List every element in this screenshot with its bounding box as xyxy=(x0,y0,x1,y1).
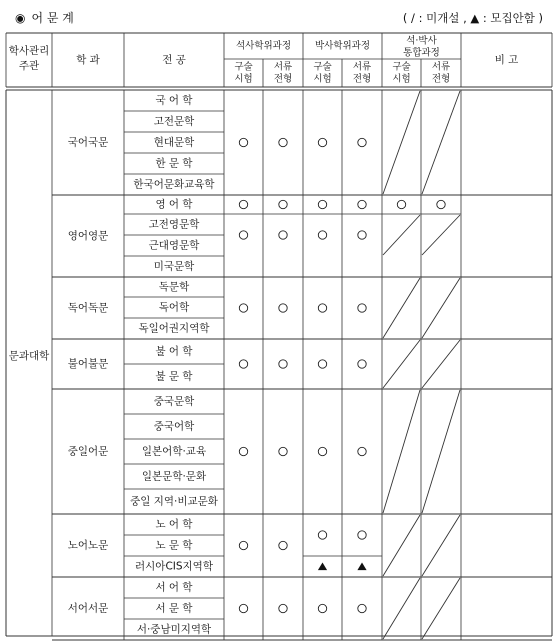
offered-circle-icon xyxy=(318,604,326,612)
major-name: 서·중남미지역학 xyxy=(136,623,212,636)
offered-circle-icon xyxy=(239,541,247,549)
header-masters: 석사학위과정 xyxy=(235,40,292,52)
header-oral-line1: 구술 xyxy=(392,61,411,73)
major-name: 노 문 학 xyxy=(155,539,193,552)
not-offered-slash xyxy=(422,515,460,576)
offered-circle-icon xyxy=(358,231,366,239)
major-name: 독어학 xyxy=(158,301,190,314)
header-docs-line2: 전형 xyxy=(352,73,372,85)
offered-circle-icon xyxy=(358,447,366,455)
offered-circle-icon xyxy=(239,304,247,312)
major-name: 일본어학·교육 xyxy=(141,445,207,458)
header-dept-mgmt-line2: 주관 xyxy=(18,60,40,72)
college-name: 문과대학 xyxy=(8,350,50,362)
offered-circle-icon xyxy=(279,447,287,455)
offered-circle-icon xyxy=(358,604,366,612)
header-docs-line1: 서류 xyxy=(352,61,372,73)
major-name: 한국어문화교육학 xyxy=(133,178,215,191)
offered-circle-icon xyxy=(239,231,247,239)
legend: ( / : 미개설 , ▲ : 모집안함 ) xyxy=(402,11,543,25)
header-note: 비 고 xyxy=(494,54,519,66)
department-name: 서어서문 xyxy=(67,602,109,615)
offered-circle-icon xyxy=(279,360,287,368)
offered-circle-icon xyxy=(318,138,326,146)
offered-circle-icon xyxy=(397,200,405,208)
major-name: 현대문학 xyxy=(153,136,195,149)
bullet-icon: ◉ xyxy=(15,11,26,25)
not-offered-slash xyxy=(383,515,420,576)
offered-circle-icon xyxy=(318,531,326,539)
header-oral-line2: 시험 xyxy=(392,73,411,85)
major-name: 러시아CIS지역학 xyxy=(135,560,213,573)
not-offered-slash xyxy=(422,340,460,388)
not-offered-slash xyxy=(383,390,420,513)
department-name: 불어불문 xyxy=(67,358,109,370)
header-oral-line2: 시험 xyxy=(234,73,253,85)
not-offered-slash xyxy=(422,278,460,338)
not-offered-slash xyxy=(422,215,460,255)
not-offered-slash xyxy=(422,390,460,513)
major-name: 고전문학 xyxy=(153,115,195,128)
offered-circle-icon xyxy=(239,138,247,146)
not-recruiting-triangle-icon xyxy=(318,563,327,571)
header-integrated-line1: 석·박사 xyxy=(406,35,437,47)
major-name: 근대영문학 xyxy=(148,239,200,252)
header-docs-line2: 전형 xyxy=(431,73,451,85)
header-integrated-line2: 통합과정 xyxy=(403,47,440,59)
major-name: 국 어 학 xyxy=(155,94,193,107)
major-name: 노 어 학 xyxy=(155,518,193,531)
header-docs-line1: 서류 xyxy=(273,61,293,73)
offered-circle-icon xyxy=(318,200,326,208)
offered-circle-icon xyxy=(358,304,366,312)
offered-circle-icon xyxy=(318,360,326,368)
not-offered-slash xyxy=(383,278,420,338)
major-name: 일본문학·문화 xyxy=(141,470,207,483)
header-docs-line2: 전형 xyxy=(273,73,293,85)
offered-circle-icon xyxy=(279,541,287,549)
offered-circle-icon xyxy=(279,231,287,239)
major-name: 미국문학 xyxy=(153,260,195,273)
major-name: 한 문 학 xyxy=(155,157,193,170)
header-oral-line1: 구술 xyxy=(313,61,332,73)
not-offered-slash xyxy=(383,578,420,639)
header-major: 전 공 xyxy=(162,54,186,66)
offered-circle-icon xyxy=(358,138,366,146)
offered-circle-icon xyxy=(239,200,247,208)
offered-circle-icon xyxy=(279,138,287,146)
offered-circle-icon xyxy=(279,604,287,612)
header-department: 학 과 xyxy=(76,54,100,66)
department-name: 국어국문 xyxy=(67,136,109,149)
not-offered-slash xyxy=(422,578,460,639)
major-name: 독일어권지역학 xyxy=(138,322,210,335)
section-title-text: 어 문 계 xyxy=(31,11,74,25)
major-name: 서 어 학 xyxy=(155,581,193,594)
major-name: 불 문 학 xyxy=(155,370,193,383)
major-name: 고전영문학 xyxy=(148,218,200,231)
offered-circle-icon xyxy=(358,200,366,208)
offered-circle-icon xyxy=(358,531,366,539)
offered-circle-icon xyxy=(358,360,366,368)
header-docs-line1: 서류 xyxy=(431,61,451,73)
header-oral-line2: 시험 xyxy=(313,73,332,85)
offered-circle-icon xyxy=(318,304,326,312)
not-offered-slash xyxy=(422,91,460,194)
major-name: 서 문 학 xyxy=(155,602,193,615)
offered-circle-icon xyxy=(279,304,287,312)
offered-circle-icon xyxy=(318,231,326,239)
offered-circle-icon xyxy=(318,447,326,455)
department-name: 중일어문 xyxy=(67,445,109,458)
not-recruiting-triangle-icon xyxy=(357,563,366,571)
not-offered-slash xyxy=(383,91,420,194)
offered-circle-icon xyxy=(437,200,445,208)
offered-circle-icon xyxy=(279,200,287,208)
not-offered-slash xyxy=(383,215,420,255)
major-name: 중국문학 xyxy=(153,395,195,408)
header-oral-line1: 구술 xyxy=(234,61,253,73)
department-name: 노어노문 xyxy=(67,539,109,552)
major-name: 불 어 학 xyxy=(155,345,193,358)
header-dept-mgmt-line1: 학사관리 xyxy=(8,45,50,57)
offered-circle-icon xyxy=(239,447,247,455)
header-doctoral: 박사학위과정 xyxy=(314,40,371,52)
major-name: 독문학 xyxy=(158,281,190,293)
major-name: 중일 지역·비교문화 xyxy=(130,495,218,508)
offered-circle-icon xyxy=(239,360,247,368)
not-offered-slash xyxy=(383,340,420,388)
offered-circle-icon xyxy=(239,604,247,612)
department-name: 독어독문 xyxy=(67,302,109,314)
department-name: 영어영문 xyxy=(67,230,109,242)
major-name: 영 어 학 xyxy=(155,198,193,211)
major-name: 중국어학 xyxy=(153,420,195,433)
